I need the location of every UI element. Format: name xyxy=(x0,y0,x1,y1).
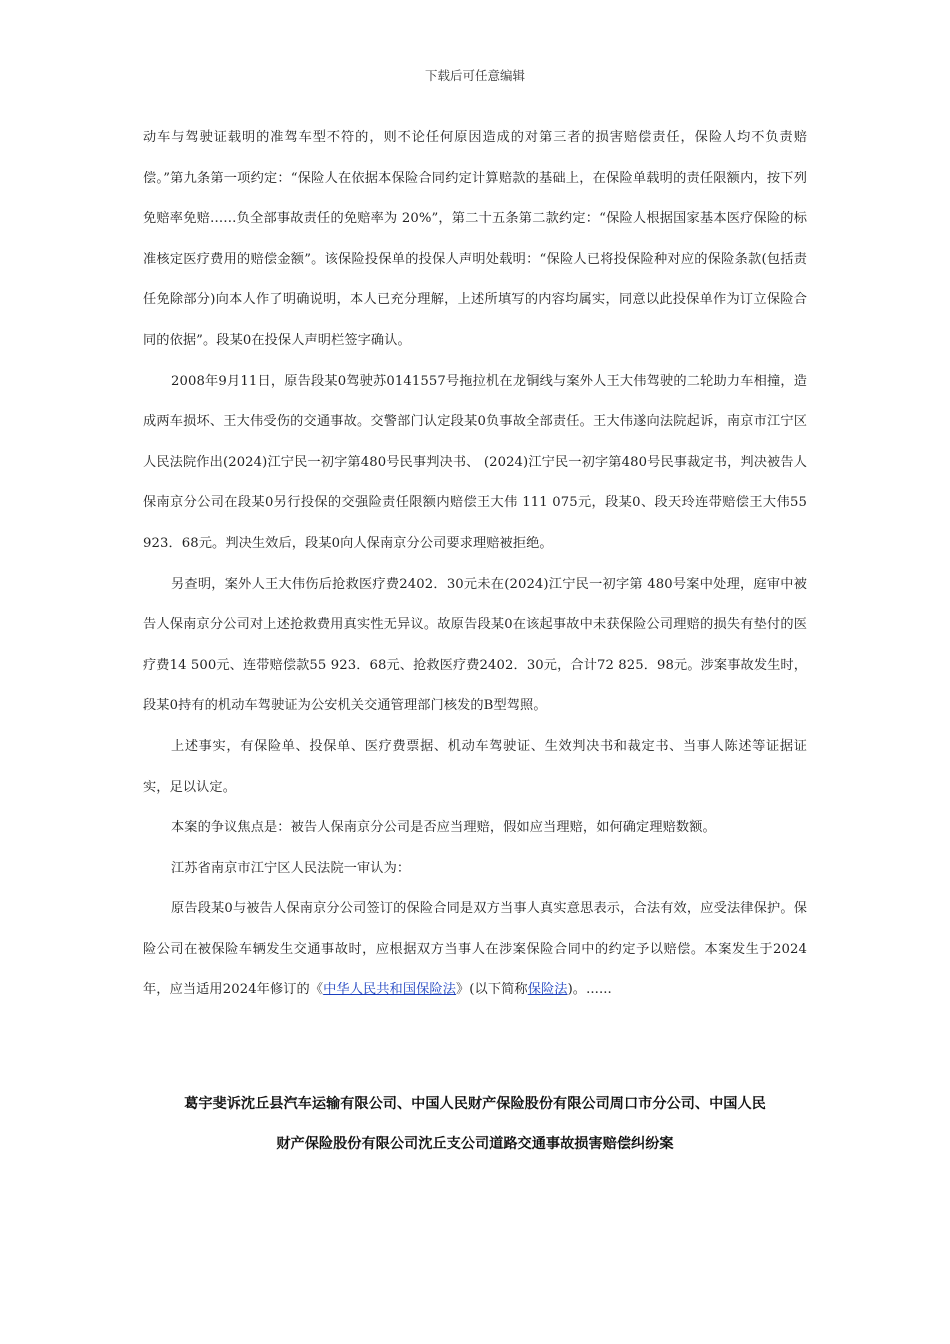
paragraph-court-opinion-intro: 江苏省南京市江宁区人民法院一审认为： xyxy=(171,860,411,876)
next-case-title-line-1: 葛宇斐诉沈丘县汽车运输有限公司、中国人民财产保险股份有限公司周口市分公司、中国人民 xyxy=(184,1096,766,1112)
paragraph-policy-terms: 动车与驾驶证载明的准驾车型不符的，则不论任何原因造成的对第三者的损害赔偿责任，保险人均不负责赔偿。”第九条第一项约定：“保险人在依据本保险合同约定计算赔款的基础上，在保险单载明的责任限额内，按下列免赔率免赔……负全部事故责任的免赔率为 20%”，第二十五条第二款约定：“保险人根据国家基本医疗保险的标准核定医疗费用的赔偿金额”。该保险投保单的投保人声明处载明：“保险人已将投保险种对应的保险条款(包括责任免除部分)向本人作了明确说明，本人已充分理解，上述所填写的内容均属实，同意以此投保单作为订立保险合同的依据”。段某0在投保人声明栏签字确认。 xyxy=(143,130,807,348)
paragraph-further-findings: 另查明，案外人王大伟伤后抢救医疗费2402．30元未在(2024)江宁民一初字第 480号案中处理，庭审中被告人保南京分公司对上述抢救费用真实性无异议。故原告段某0在该起事故中未获保险公司理赔的损失有垫付的医疗费14 500元、连带赔偿款55 923．68元、抢救医疗费2402．30元，合计72 825．98元。涉案事故发生时，段某0持有的机动车驾驶证为公安机关交通管理部门核发的B型驾照。 xyxy=(143,576,807,714)
next-case-title xyxy=(125,1084,825,1164)
next-case-title-line-2: 财产保险股份有限公司沈丘支公司道路交通事故损害赔偿纠纷案 xyxy=(276,1136,674,1152)
reasoning-text-2: 》(以下简称 xyxy=(456,982,528,998)
reasoning-text-3: )。...... xyxy=(567,982,612,998)
page-header: 下载后可任意编辑 xyxy=(424,68,525,83)
paragraph-evidence: 上述事实，有保险单、投保单、医疗费票据、机动车驾驶证、生效判决书和裁定书、当事人陈述等证据证实，足以认定。 xyxy=(143,738,807,795)
paragraph-dispute-focus: 本案的争议焦点是：被告人保南京分公司是否应当理赔，假如应当理赔，如何确定理赔数额。 xyxy=(171,820,716,836)
reasoning-text-1: 原告段某0与被告人保南京分公司签订的保险合同是双方当事人真实意思表示，合法有效，应受法律保护。保险公司在被保险车辆发生交通事故时，应根据双方当事人在涉案保险合同中的约定予以赔偿。本案发生于2024年，应当适用2024年修订的《 xyxy=(143,901,807,998)
insurance-law-full-link[interactable]: 中华人民共和国保险法 xyxy=(323,982,456,998)
document-body xyxy=(143,118,807,1011)
paragraph-accident-facts: 2008年9月11日，原告段某0驾驶苏0141557号拖拉机在龙铜线与案外人王大伟驾驶的二轮助力车相撞，造成两车损坏、王大伟受伤的交通事故。交警部门认定段某0负事故全部责任。王大伟遂向法院起诉，南京市江宁区人民法院作出(2024)江宁民一初字第480号民事判决书、 (2024)江宁民一初字第480号民事裁定书，判决被告人保南京分公司在段某0另行投保的交强险责任限额内赔偿王大伟 111 075元，段某0、段天玲连带赔偿王大伟55 923．68元。判决生效后，段某0向人保南京分公司要求理赔被拒绝。 xyxy=(143,373,807,551)
paragraph-court-reasoning xyxy=(143,889,807,1011)
insurance-law-short-link[interactable]: 保险法 xyxy=(527,982,568,998)
